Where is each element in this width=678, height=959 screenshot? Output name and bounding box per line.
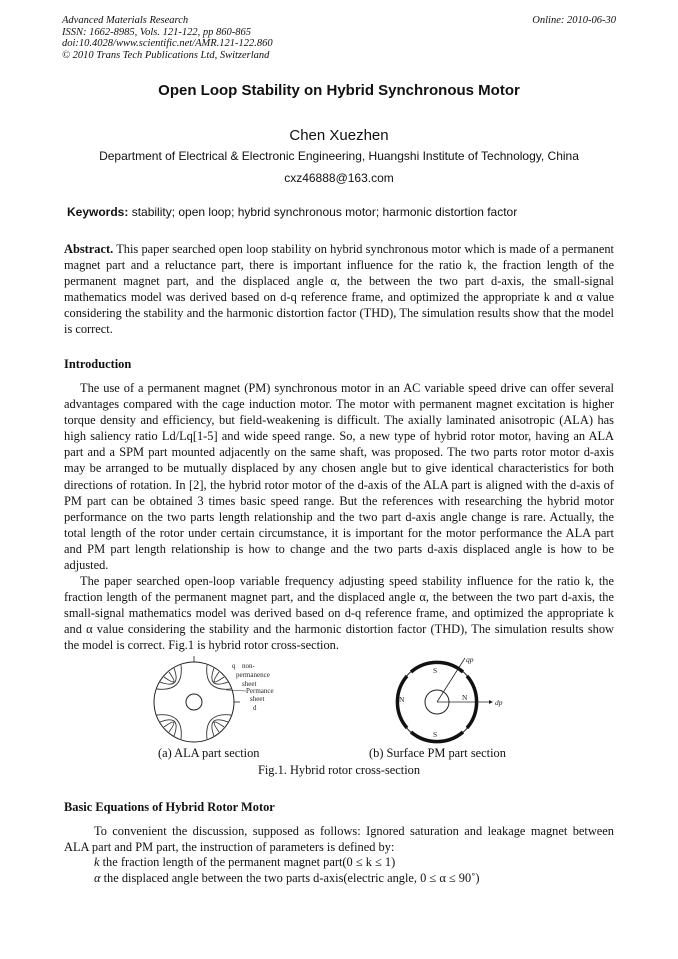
author-name: Chen Xuezhen	[289, 127, 389, 144]
pm-label-n-right: N	[462, 693, 468, 702]
basic-equations-heading: Basic Equations of Hybrid Rotor Motor	[64, 800, 275, 814]
paper-title: Open Loop Stability on Hybrid Synchronous Motor	[158, 82, 520, 99]
definition-k-text: the fraction length of the permanent magnet part(0 ≤ k ≤ 1)	[99, 855, 396, 869]
ala-label-d: d	[253, 704, 257, 712]
ala-label-nonperm-2: permanence	[236, 671, 270, 679]
abstract-text: This paper searched open loop stability on hybrid synchronous motor which is made of a permanent magnet part and a reluctance part, there is important influence for the ratio k, the fraction length of the permanent magnet part, and the displaced angle α, the between the two part d-axis, the small-signal mathematics model was derived based on d-q reference frame, and optimized the appropriate k and α value considering the stability and the harmonic distortion factor (THD), The simulation results show that the model is correct.	[64, 242, 614, 337]
figure-1	[64, 656, 614, 780]
definition-alpha	[94, 871, 479, 886]
pm-label-s-bottom: S	[433, 730, 438, 739]
pm-label-s-top: S	[433, 666, 438, 675]
journal-header	[62, 15, 616, 61]
figure-caption-b: (b) Surface PM part section	[369, 746, 506, 760]
doi-line: doi:10.4028/www.scientific.net/AMR.121-122.860	[62, 38, 273, 49]
keywords	[67, 205, 517, 219]
definition-k	[94, 855, 395, 870]
online-date: Online: 2010-06-30	[532, 15, 616, 26]
figure-title: Fig.1. Hybrid rotor cross-section	[257, 763, 421, 777]
journal-name: Advanced Materials Research	[62, 15, 189, 26]
keywords-text: stability; open loop; hybrid synchronous motor; harmonic distortion factor	[128, 205, 518, 219]
ala-rotor-section	[154, 656, 240, 742]
ala-label-nonperm-3: sheet	[242, 680, 257, 688]
abstract	[64, 241, 614, 338]
pm-label-qp: qp	[466, 656, 474, 664]
copyright-line: © 2010 Trans Tech Publications Ltd, Switzerland	[62, 49, 270, 61]
definition-alpha-text: the displaced angle between the two parts d-axis(electric angle, 0 ≤ α ≤ 90˚)	[100, 871, 480, 885]
ala-label-nonperm-1: non-	[242, 662, 255, 670]
introduction-heading: Introduction	[64, 357, 132, 371]
ala-label-perm-1: Permance	[246, 687, 274, 695]
affiliation: Department of Electrical & Electronic Engineering, Huangshi Institute of Technology, China	[99, 149, 579, 163]
figure-1-drawing	[64, 656, 614, 746]
pm-label-dp: dp	[495, 698, 503, 707]
pm-rotor-section	[397, 658, 493, 742]
author-email[interactable]: cxz46888@163.com	[284, 171, 394, 185]
issn-line: ISSN: 1662-8985, Vols. 121-122, pp 860-865	[62, 26, 251, 38]
intro-paragraph-1: The use of a permanent magnet (PM) synchronous motor in an AC variable speed drive can offer several advantages compared with the cage induction motor. The motor with permanent magnet excitation is higher torque density and efficiency, but field-weakening is difficult. The axially laminated anisotropic (ALA) has high saliency ratio Ld/Lq[1-5] and wide speed range. So, a new type of hybrid rotor motor, having an ALA part and a SPM part mounted adjacently on the same shaft, was proposed. The two parts rotor motor d-axis may be arranged to be mutually displaced by any chosen angle but to give identical characteristics for both directions of rotation. In [2], the hybrid rotor motor of the d-axis of the ALA part is aligned with the d-axis of PM part can be obtained 3 times basic speed range. But the references with researching the hybrid motor performance on the two parts length relationship and the two part d-axis angle change is rare. Actually, the total length of the rotor under certain circumstance, it is important for the motor performance the ALA part and PM part length relationship is how to change and the two parts d-axis displaced angle is how to be adjusted.	[64, 381, 614, 573]
ala-label-q: q	[232, 662, 236, 670]
intro-paragraph-2: The paper searched open-loop variable frequency adjusting speed stability influence for the ratio k, the fraction length of the permanent magnet part, and the displaced angle α, the between the two part d-axis, the small-signal mathematics model was derived based on d-q reference frame, and optimized the appropriate k and α value considering the stability and the harmonic distortion factor (THD), The simulation results show the model is correct. Fig.1 is hybrid rotor cross-section.	[64, 574, 614, 653]
pm-label-n-left: N	[399, 695, 405, 704]
keywords-label: Keywords:	[67, 205, 129, 219]
figure-caption-a: (a) ALA part section	[158, 746, 260, 760]
basic-equations-paragraph: To convenient the discussion, supposed as follows: Ignored saturation and leakage magnet between ALA part and PM part, the instruction of parameters is defined by:	[64, 824, 614, 855]
definition-alpha-symbol: α	[94, 871, 101, 885]
abstract-label: Abstract.	[64, 242, 114, 256]
definition-k-symbol: k	[94, 855, 100, 869]
ala-label-perm-2: sheet	[250, 695, 265, 703]
